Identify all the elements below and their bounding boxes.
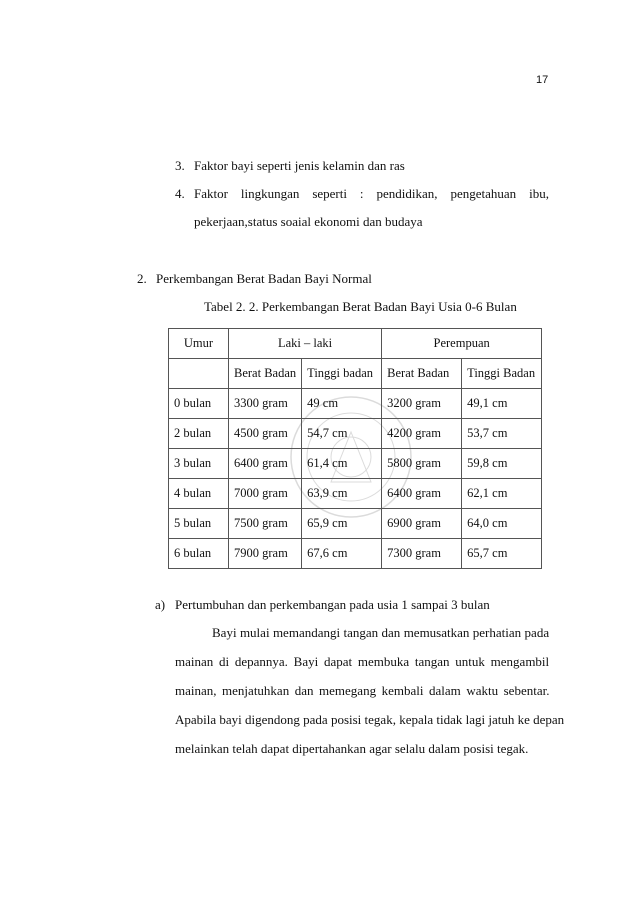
subsection-label: a) (155, 597, 166, 612)
cell-male-weight: 6400 gram (229, 449, 302, 479)
cell-male-weight: 7000 gram (229, 479, 302, 509)
header-male: Laki – laki (229, 329, 382, 359)
section-number: 2. (137, 271, 147, 286)
cell-male-weight: 7900 gram (229, 539, 302, 569)
cell-female-height: 53,7 cm (462, 419, 542, 449)
cell-male-height: 63,9 cm (302, 479, 382, 509)
cell-age: 6 bulan (169, 539, 229, 569)
word: ibu, (529, 186, 549, 201)
word: seperti (312, 186, 347, 201)
table-header-row (169, 329, 542, 359)
cell-male-weight: 4500 gram (229, 419, 302, 449)
list-item-4-line-1 (194, 186, 549, 202)
cell-male-height: 54,7 cm (302, 419, 382, 449)
cell-male-height: 65,9 cm (302, 509, 382, 539)
table-row (169, 389, 542, 419)
cell-male-height: 67,6 cm (302, 539, 382, 569)
table-subheader-row (169, 359, 542, 389)
growth-table (168, 328, 542, 569)
cell-male-weight: 7500 gram (229, 509, 302, 539)
cell-female-height: 59,8 cm (462, 449, 542, 479)
header-empty (169, 359, 229, 389)
cell-female-weight: 4200 gram (382, 419, 462, 449)
paragraph-line-1: Bayi mulai memandangi tangan dan memusatkan perhatian pada (212, 625, 550, 640)
table-row (169, 419, 542, 449)
word: Faktor (194, 186, 228, 201)
cell-age: 3 bulan (169, 449, 229, 479)
cell-female-weight: 7300 gram (382, 539, 462, 569)
header-female-weight: Berat Badan (382, 359, 462, 389)
subsection-title: Pertumbuhan dan perkembangan pada usia 1 sampai 3 bulan (175, 597, 490, 612)
cell-female-weight: 6400 gram (382, 479, 462, 509)
header-female: Perempuan (382, 329, 542, 359)
paragraph-line-4: Apabila bayi digendong pada posisi tegak, kepala tidak lagi jatuh ke depan (175, 712, 565, 727)
list-item-3-text: Faktor bayi seperti jenis kelamin dan ras (194, 158, 405, 173)
header-umur: Umur (169, 329, 229, 359)
page-number: 17 (536, 74, 549, 86)
word: pendidikan, (376, 186, 438, 201)
cell-male-height: 61,4 cm (302, 449, 382, 479)
table-row (169, 449, 542, 479)
list-item-4-number: 4. (175, 186, 185, 201)
cell-age: 0 bulan (169, 389, 229, 419)
cell-female-weight: 5800 gram (382, 449, 462, 479)
cell-female-height: 65,7 cm (462, 539, 542, 569)
word: : (359, 186, 364, 201)
cell-age: 2 bulan (169, 419, 229, 449)
cell-age: 5 bulan (169, 509, 229, 539)
paragraph-line-2: mainan di depannya. Bayi dapat membuka tangan untuk mengambil (175, 654, 550, 669)
table-row (169, 509, 542, 539)
cell-female-height: 62,1 cm (462, 479, 542, 509)
header-female-height: Tinggi Badan (462, 359, 542, 389)
header-male-weight: Berat Badan (229, 359, 302, 389)
list-item-3-number: 3. (175, 158, 185, 173)
cell-female-weight: 3200 gram (382, 389, 462, 419)
table-row (169, 479, 542, 509)
cell-male-weight: 3300 gram (229, 389, 302, 419)
word: lingkungan (240, 186, 300, 201)
cell-female-weight: 6900 gram (382, 509, 462, 539)
cell-female-height: 64,0 cm (462, 509, 542, 539)
paragraph-line-5: melainkan telah dapat dipertahankan agar selalu dalam posisi tegak. (175, 741, 529, 756)
cell-age: 4 bulan (169, 479, 229, 509)
list-item-4-line-2: pekerjaan,status soaial ekonomi dan budaya (194, 214, 423, 229)
section-title: Perkembangan Berat Badan Bayi Normal (156, 271, 372, 286)
table-row (169, 539, 542, 569)
paragraph-line-3: mainan, menjatuhkan dan memegang kembali dalam waktu sebentar. (175, 683, 550, 698)
table-caption: Tabel 2. 2. Perkembangan Berat Badan Bayi Usia 0-6 Bulan (204, 299, 517, 314)
header-male-height: Tinggi badan (302, 359, 382, 389)
word: pengetahuan (450, 186, 517, 201)
cell-male-height: 49 cm (302, 389, 382, 419)
cell-female-height: 49,1 cm (462, 389, 542, 419)
